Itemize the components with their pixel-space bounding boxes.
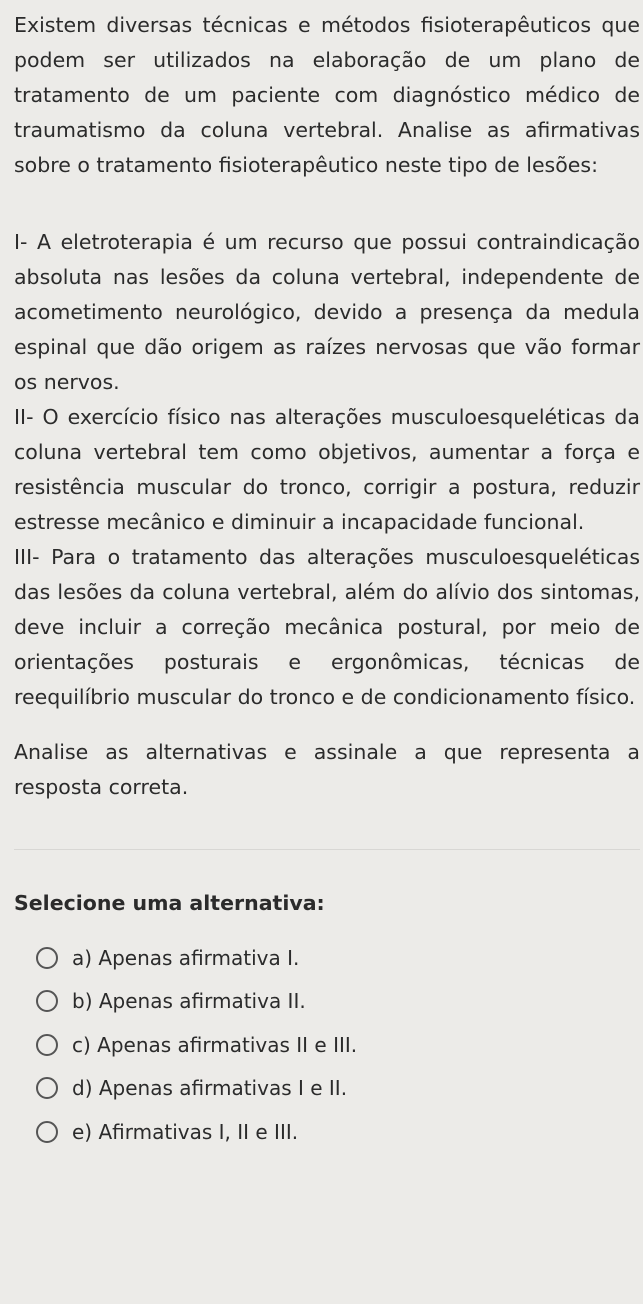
option-e[interactable] [14, 1110, 640, 1154]
answers-title: Selecione uma alternativa: [14, 891, 325, 915]
option-b-label[interactable]: b) Apenas afirmativa II. [72, 989, 306, 1014]
radio-button-d[interactable] [36, 1077, 58, 1099]
statement-2: II- O exercício físico nas alterações musculoesqueléticas da coluna vertebral tem como objetivos, aumentar a força e resistência muscular do tronco, corrigir a postura, reduzir estresse mecânico e diminuir a incapacidade funcional. [14, 405, 640, 534]
option-e-label[interactable]: e) Afirmativas I, II e III. [72, 1119, 299, 1144]
option-b[interactable] [14, 980, 640, 1024]
statement-1: I- A eletroterapia é um recurso que possui contraindicação absoluta nas lesões da coluna vertebral, independente de acometimento neurológico, devido a presença da medula espinal que dão origem as raízes nervosas que vão formar os nervos. [14, 230, 640, 394]
option-c[interactable] [14, 1023, 640, 1067]
radio-button-c[interactable] [36, 1034, 58, 1056]
radio-button-b[interactable] [36, 990, 58, 1012]
radio-button-a[interactable] [36, 947, 58, 969]
question-intro: Existem diversas técnicas e métodos fisioterapêuticos que podem ser utilizados na elaboração de um plano de tratamento de um paciente com diagnóstico médico de traumatismo da coluna vertebral. Analise as afirmativas sobre o tratamento fisioterapêutico neste tipo de lesões: [14, 13, 640, 177]
option-d[interactable] [14, 1067, 640, 1111]
question-page [14, 8, 640, 1154]
answer-options [14, 936, 640, 1154]
option-d-label[interactable]: d) Apenas afirmativas I e II. [72, 1076, 348, 1101]
option-c-label[interactable]: c) Apenas afirmativas II e III. [72, 1032, 358, 1057]
statement-3: III- Para o tratamento das alterações musculoesqueléticas das lesões da coluna vertebral, além do alívio dos sintomas, deve incluir a correção mecânica postural, por meio de orientações posturais e ergonômicas, técnicas de reequilíbrio muscular do tronco e de condicionamento físico. [14, 545, 640, 709]
option-a-label[interactable]: a) Apenas afirmativa I. [72, 945, 300, 970]
radio-button-e[interactable] [36, 1121, 58, 1143]
option-a[interactable] [14, 936, 640, 980]
section-divider [14, 849, 640, 850]
question-closing: Analise as alternativas e assinale a que representa a resposta correta. [14, 740, 640, 799]
